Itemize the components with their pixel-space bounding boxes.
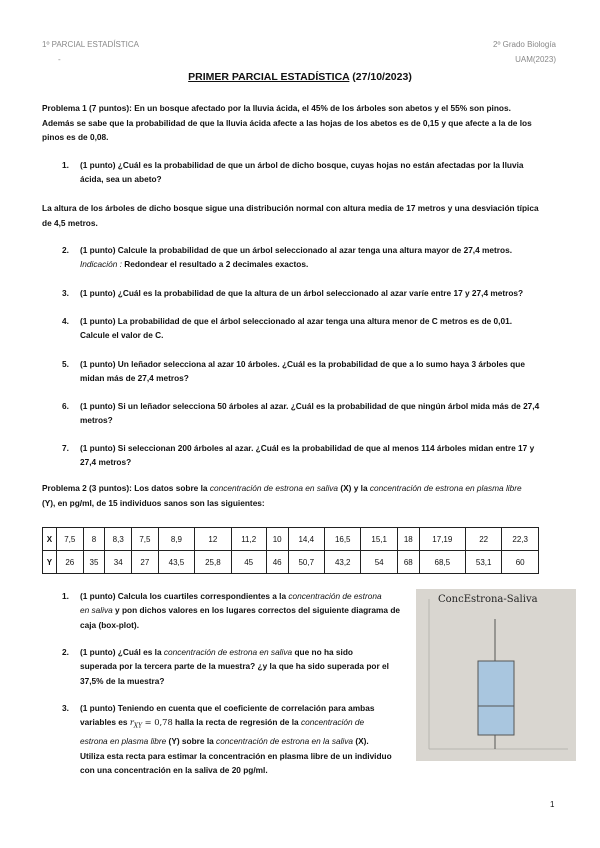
table-row-x: [43, 528, 539, 551]
boxplot-title: ConcEstrona-Saliva: [438, 594, 538, 605]
boxplot-figure: [416, 589, 576, 761]
q-part: (1 punto) ¿Cuál es la: [80, 647, 164, 657]
problem2-label: Problema 2 (3 puntos):: [42, 483, 132, 493]
question-number: 3.: [62, 288, 69, 298]
q-part-italic: concentración de estrona en la saliva: [216, 736, 354, 747]
q-part-italic: concentración de estrona en saliva: [163, 647, 293, 657]
table-cell: 50,7: [288, 551, 324, 574]
exam-title: [0, 71, 600, 83]
table-cell: 35: [83, 551, 105, 574]
formula-value: = 0,78: [142, 717, 173, 728]
problem2-intro-d: concentración de estrona en plasma libre: [369, 483, 522, 493]
box: [478, 661, 514, 735]
table-cell: 12: [195, 528, 231, 551]
q-part-italic: estrona en plasma libre: [80, 736, 167, 747]
question-text-line1: (1 punto) Calcule la probabilidad de que un árbol seleccionado al azar tenga una altura mayor de 27,4 metros.: [80, 245, 513, 255]
hint-text: Redondear el resultado a 2 decimales exactos.: [121, 259, 309, 270]
q-part: (Y) sobre la: [166, 736, 217, 747]
table-cell: 17,19: [419, 528, 465, 551]
q-part: que no ha sido: [292, 647, 353, 657]
q-part: variables es: [80, 717, 130, 728]
table-cell: 54: [361, 551, 397, 574]
question-number: 1.: [62, 160, 69, 170]
q-part: (X).: [353, 736, 369, 747]
header-left-dash: -: [58, 55, 61, 64]
question-number: 7.: [62, 443, 69, 453]
table-cell: 14,4: [288, 528, 324, 551]
hint-label: Indicación :: [80, 259, 122, 270]
table-cell: 22: [465, 528, 501, 551]
question-text-line1: (1 punto) Un leñador selecciona al azar 10 árboles. ¿Cuál es la probabilidad de que a lo sumo haya 3 árboles que: [80, 359, 525, 369]
row-label-x: X: [43, 528, 57, 551]
q-line: con una concentración en la saliva de 20 pg/ml.: [80, 765, 268, 776]
question-text-line2: ácida, sea un abeto?: [80, 174, 162, 185]
height-intro-line2: de 4,5 metros.: [42, 217, 98, 228]
question-text-line2: Calcule el valor de C.: [80, 330, 164, 341]
question-number: 6.: [62, 401, 69, 411]
table-row-y: [43, 551, 539, 574]
table-cell: 46: [266, 551, 288, 574]
table-cell: 26: [56, 551, 83, 574]
height-distribution-intro: [42, 201, 562, 230]
question-text-line2: 27,4 metros?: [80, 457, 132, 468]
page-number: 1: [550, 800, 555, 809]
table-cell: 68,5: [419, 551, 465, 574]
question-number: 2.: [62, 647, 69, 657]
header-right-university: UAM(2023): [515, 55, 556, 64]
question-number: 5.: [62, 359, 69, 369]
table-cell: 16,5: [325, 528, 361, 551]
question-text-line1: (1 punto) ¿Cuál es la probabilidad de que la altura de un árbol seleccionado al azar varíe entre 17 y 27,4 metros?: [80, 288, 524, 298]
question-number: 1.: [62, 591, 69, 601]
q-line: Utiliza esta recta para estimar la concentración en plasma libre de un individuo: [80, 750, 392, 761]
problem2-intro-line2: (Y), en pg/ml, de 15 individuos sanos son las siguientes:: [42, 497, 265, 508]
table-cell: 53,1: [465, 551, 501, 574]
table-cell: 10: [266, 528, 288, 551]
table-cell: 7,5: [132, 528, 159, 551]
question-text-line2: metros?: [80, 415, 113, 426]
exam-title-date: (27/10/2023): [352, 71, 412, 83]
problem1-intro-line3: pinos es de 0,08.: [42, 132, 109, 143]
q-line: superada por la tercera parte de la muestra? ¿y la que ha sido superada por el: [80, 661, 389, 672]
table-cell: 7,5: [56, 528, 83, 551]
q-line: caja (box-plot).: [80, 619, 140, 630]
table-cell: 34: [105, 551, 132, 574]
problem1-intro: [42, 101, 562, 145]
question-text-line1: (1 punto) ¿Cuál es la probabilidad de que un árbol de dicho bosque, cuyas hojas no están afectadas por la lluvia: [80, 160, 524, 170]
question-number: 3.: [62, 703, 69, 713]
row-label-y: Y: [43, 551, 57, 574]
table-cell: 68: [397, 551, 419, 574]
exam-title-main: PRIMER PARCIAL ESTADÍSTICA: [188, 71, 350, 83]
question-text-line2: midan más de 27,4 metros?: [80, 373, 189, 384]
table-cell: 8,3: [105, 528, 132, 551]
question-text-line1: (1 punto) Si un leñador selecciona 50 árboles al azar. ¿Cuál es la probabilidad de que ningún árbol mida más de 27,4: [80, 401, 540, 411]
table-cell: 25,8: [195, 551, 231, 574]
table-cell: 8: [83, 528, 105, 551]
question-text-line1: (1 punto) La probabilidad de que el árbol seleccionado al azar tenga una altura menor de C metros es de 0,01.: [80, 316, 513, 326]
table-cell: 8,9: [158, 528, 194, 551]
table-cell: 45: [231, 551, 266, 574]
q-part-italic: concentración de estrona: [288, 591, 382, 601]
q-line: 37,5% de la muestra?: [80, 675, 165, 686]
header-left-title: 1º PARCIAL ESTADÍSTICA: [42, 40, 140, 49]
q-part: y pon dichos valores en los lugares correctos del siguiente diagrama de: [112, 605, 401, 616]
formula-r: r: [129, 717, 134, 728]
q-line: (1 punto) Teniendo en cuenta que el coeficiente de correlación para ambas: [80, 703, 375, 713]
table-cell: 11,2: [231, 528, 266, 551]
header-right-course: 2º Grado Biología: [493, 40, 556, 49]
table-cell: 18: [397, 528, 419, 551]
formula-subscript: XY: [133, 723, 143, 731]
question-text-line1: (1 punto) Si seleccionan 200 árboles al azar. ¿Cuál es la probabilidad de que al menos 114 árboles midan entre 17 y: [80, 443, 535, 453]
table-cell: 27: [132, 551, 159, 574]
boxplot-svg: [416, 589, 576, 761]
table-cell: 15,1: [361, 528, 397, 551]
question-number: 4.: [62, 316, 69, 326]
table-cell: 43,2: [325, 551, 361, 574]
table-cell: 43,5: [158, 551, 194, 574]
problem2-intro-b: concentración de estrona en saliva: [209, 483, 339, 493]
q-part: halla la recta de regresión de la: [172, 717, 301, 728]
question-number: 2.: [62, 245, 69, 255]
data-table: [42, 527, 539, 574]
correlation-formula: [129, 717, 173, 731]
problem2-intro-c: (X) y la: [338, 483, 370, 493]
table-cell: 60: [502, 551, 539, 574]
problem2-intro: [42, 481, 562, 510]
problem1-intro-line2: Además se sabe que la probabilidad de que la lluvia ácida afecte a las hojas de los abetos es de 0,15 y que afecte a la de los: [42, 117, 532, 128]
problem1-label: Problema 1 (7 puntos):: [42, 103, 132, 113]
q-part: (1 punto) Calcula los cuartiles correspondientes a la: [80, 591, 289, 601]
problem2-intro-a: Los datos sobre la: [131, 483, 210, 493]
height-intro-line1: La altura de los árboles de dicho bosque sigue una distribución normal con altura media de 17 metros y una desviación típica: [42, 203, 539, 213]
q-part-italic: concentración de: [300, 717, 365, 728]
table-cell: 22,3: [502, 528, 539, 551]
problem1-intro-line1: En un bosque afectado por la lluvia ácida, el 45% de los árboles son abetos y el 55% son pinos.: [134, 103, 511, 113]
q-part-italic: en saliva: [80, 605, 113, 616]
